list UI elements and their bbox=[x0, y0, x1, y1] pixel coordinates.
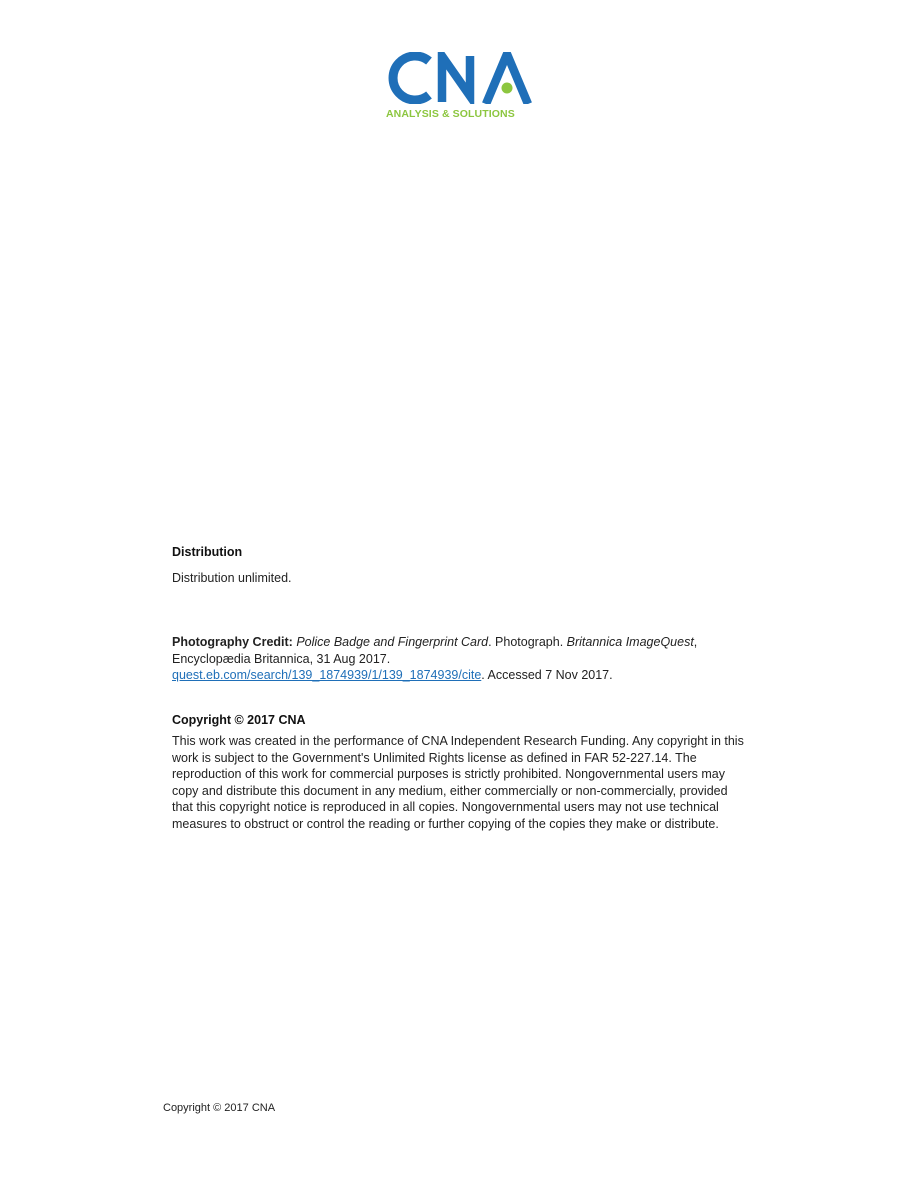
photo-publication: Britannica ImageQuest bbox=[566, 635, 694, 649]
distribution-heading: Distribution bbox=[172, 545, 243, 559]
page-footer: Copyright © 2017 CNA bbox=[163, 1102, 276, 1114]
cna-logo bbox=[386, 52, 536, 122]
photo-credit-source: , Encyclopædia Britannica, 31 Aug 2017. bbox=[172, 635, 698, 666]
photo-credit-accessed: . Accessed 7 Nov 2017. bbox=[481, 668, 613, 682]
photo-credit-label: Photography Credit: bbox=[172, 635, 293, 649]
logo-tagline: ANALYSIS & SOLUTIONS bbox=[386, 108, 515, 120]
photo-credit-text: . Photograph. bbox=[488, 635, 567, 649]
cna-wordmark-logo bbox=[386, 52, 536, 104]
photo-credit-link[interactable]: quest.eb.com/search/139_1874939/1/139_1874939/cite bbox=[172, 668, 482, 682]
copyright-text: This work was created in the performance of CNA Independent Research Funding. Any copyright in this work is subject to the Government's Unlimited Rights license as defined in FAR 52-227.14. The reproduction of this work for commercial purposes is strictly prohibited. Nongovernmental users may copy and distribute this document in any medium, either commercially or non-commercially, provided that this copyright notice is reproduced in all copies. Nongovernmental users may not use technical measures to obstruct or control the reading or further copying of the copies they make or distribute. bbox=[172, 734, 744, 831]
distribution-text: Distribution unlimited. bbox=[172, 571, 292, 585]
photo-credit bbox=[172, 634, 747, 684]
photo-title: Police Badge and Fingerprint Card bbox=[296, 635, 489, 649]
copyright-heading: Copyright © 2017 CNA bbox=[172, 713, 306, 727]
